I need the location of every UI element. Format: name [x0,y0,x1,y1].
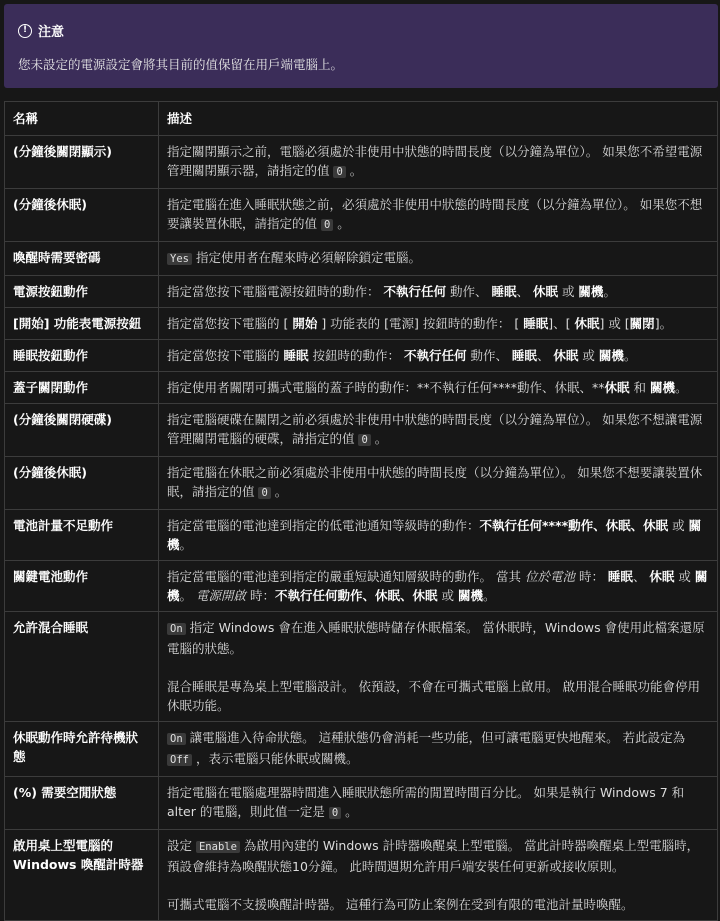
setting-name: 關鍵電池動作 [5,561,159,612]
description-text: 或 [674,569,695,584]
description-text: 。 [603,284,616,299]
table-row [5,510,718,561]
description-text: 。 [370,431,388,446]
bold-text: 不執行任何 [403,348,467,363]
bold-text: 關機 [167,569,708,603]
description-text: 混合睡眠是專為桌上型電腦設計。 依預設，不會在可攜式電腦上啟用。 啟用混合睡眠功能會停用休眠功能。 [167,679,700,713]
description-text: 指定當您按下電腦的 [167,348,284,363]
bold-text: 關閉 [629,316,655,331]
description-text: 指定電腦硬碟在關閉之前必須處於非使用中狀態的時間長度（以分鐘為單位）。 如果您不想讓電源管理關閉電腦的硬碟，請指定的值 [167,412,703,446]
description-text: ] 功能表的 [電源] 按鈕時的動作： [ [317,316,524,331]
description-text: 或 [437,588,458,603]
setting-description [159,242,718,276]
description-text: 可攜式電腦不支援喚醒計時器。 這種行為可防止案例在受到有限的電池計量時喚醒。 [167,897,634,912]
setting-description [159,830,718,921]
description-text: ]。 [654,316,673,331]
description-text: ]、[ [548,316,575,331]
setting-description [159,340,718,372]
description-text: 。 [345,163,363,178]
table-row [5,189,718,242]
setting-name: (分鐘後關閉硬碟) [5,404,159,457]
bold-text: 關機 [649,380,675,395]
bold-text: 關機 [457,588,483,603]
description-text: 或 [668,518,689,533]
description-text: 或 [578,348,599,363]
bold-text: 休眠 [553,348,579,363]
bold-text: 開始 [292,316,318,331]
setting-name: 喚醒時需要密碼 [5,242,159,276]
inline-code: 0 [329,807,341,819]
setting-description [159,136,718,189]
setting-description [159,404,718,457]
bold-text: 休眠 [604,380,630,395]
description-text: 指定電腦在進入睡眠狀態之前，必須處於非使用中狀態的時間長度（以分鐘為單位）。 如果您不想要讓裝置休眠，請指定的值 [167,197,703,231]
note-header [18,21,704,40]
note-title: 注意 [38,25,65,40]
setting-name: 蓋子關閉動作 [5,372,159,404]
inline-code: 0 [333,166,345,178]
table-row [5,777,718,830]
table-row [5,340,718,372]
setting-name: (%) 需要空閒狀態 [5,777,159,830]
table-row [5,136,718,189]
description-text: 指定電腦在電腦處理器時間進入睡眠狀態所需的閒置時間百分比。 如果是執行 Windows 7 和 alter 的電腦，則此值一定是 [167,785,685,819]
description-text: 。 [179,537,193,552]
setting-name: 睡眠按鈕動作 [5,340,159,372]
setting-name: 電池計量不足動作 [5,510,159,561]
description-text: 或 [557,284,579,299]
description-text: 動作、 [466,348,512,363]
table-header-row [5,102,718,136]
table-row [5,308,718,340]
description-text: 指定當您按下電腦電源按鈕時的動作： [167,284,384,299]
setting-name: 休眠動作時允許待機狀態 [5,722,159,777]
description-text: 指定 Windows 會在進入睡眠狀態時儲存休眠檔案。 當休眠時，Windows 會使用此檔案還原電腦的狀態。 [167,620,705,656]
inline-code: 0 [258,487,270,499]
description-text: 按鈕時的動作： [308,348,404,363]
bold-text: 休眠 [649,569,675,584]
setting-name: 允許混合睡眠 [5,612,159,722]
description-text: 指定電腦在休眠之前必須處於非使用中狀態的時間長度（以分鐘為單位）。 如果您不想要讓裝置休眠，請指定的值 [167,465,703,499]
bold-text: 關機 [578,284,604,299]
description-text: 、 [536,348,554,363]
setting-name: 電源按鈕動作 [5,276,159,308]
description-text: 指定當電腦的電池達到指定的低電池通知等級時的動作： [167,518,480,533]
header-description: 描述 [159,102,718,136]
description-text: 為啟用內建的 Windows 計時器喚醒桌上型電腦。 當此計時器喚醒桌上型電腦時，預設會維持為喚醒狀態10分鐘。 此時間週期允許用戶端安裝任何更新或接收原則。 [167,838,700,874]
inline-code: 0 [321,219,333,231]
power-settings-table [4,101,718,921]
inline-code: Yes [167,253,192,265]
setting-description [159,612,718,722]
bold-text: 睡眠 [523,316,549,331]
description-text: ，表示電腦只能休眠或關機。 [191,751,359,766]
table-row [5,612,718,722]
description-text: 。 [623,348,637,363]
table-row [5,372,718,404]
table-row [5,457,718,510]
setting-name: (分鐘後休眠) [5,457,159,510]
setting-name: (分鐘後關閉顯示) [5,136,159,189]
italic-text: 位於電池 [524,569,575,584]
setting-name: [開始] 功能表電源按鈕 [5,308,159,340]
description-text: 和 [629,380,650,395]
description-paragraph [167,895,709,914]
bold-text: 關機 [167,518,702,552]
note-body: 您未設定的電源設定會將其目前的值保留在用戶端電腦上。 [18,57,344,72]
description-text: 。 [482,588,496,603]
bold-text: 休眠 [532,284,558,299]
inline-code: On [167,623,186,635]
description-text: 、 [516,284,533,299]
setting-description [159,777,718,830]
description-text: 。 [341,804,358,819]
table-row [5,561,718,612]
table-row [5,404,718,457]
table-row [5,242,718,276]
bold-text: 休眠 [574,316,600,331]
inline-code: Enable [196,841,240,853]
description-text: 。 [675,380,688,395]
description-text: 。 [333,216,350,231]
note-callout [4,4,718,88]
description-text: 指定使用者在醒來時必須解除鎖定電腦。 [191,250,421,265]
bold-text: 睡眠 [511,348,537,363]
bold-text: 睡眠 [607,569,633,584]
description-text: 。 [179,588,196,603]
setting-description [159,510,718,561]
description-paragraph [167,677,709,715]
description-text: 讓電腦進入待命狀態。 這種狀態仍會消耗一些功能，但可讓電腦更快地醒來。 若此設定為 [185,730,686,745]
description-text: 指定關閉顯示之前，電腦必須處於非使用中狀態的時間長度（以分鐘為單位）。 如果您不希望電源管理關閉顯示器，請指定的值 [167,144,703,178]
setting-description [159,189,718,242]
description-text: 、 [632,569,650,584]
table-row [5,276,718,308]
info-icon: ! [18,24,32,38]
description-text: 設定 [167,838,196,853]
setting-description [159,561,718,612]
setting-name: (分鐘後休眠) [5,189,159,242]
table-row [5,722,718,777]
setting-name: 啟用桌上型電腦的 Windows 喚醒計時器 [5,830,159,921]
bold-text: 睡眠 [491,284,517,299]
description-text: ] 或 [ [599,316,630,331]
header-name: 名稱 [5,102,159,136]
bold-text: 不執行任何****動作、休眠、休眠 [479,518,669,533]
setting-description [159,276,718,308]
setting-description [159,722,718,777]
description-text: 動作、 [446,284,492,299]
description-text: 指定當您按下電腦的 [ [167,316,293,331]
setting-description [159,308,718,340]
bold-text: 關機 [598,348,624,363]
description-text: 時： [246,588,275,603]
bold-text: 不執行任何動作、休眠、休眠 [275,588,438,603]
description-text: 指定當電腦的電池達到指定的嚴重短缺通知層級時的動作。 當其 [167,569,525,584]
description-text: 指定使用者關閉可攜式電腦的蓋子時的動作：**不執行任何****動作、休眠、** [167,380,605,395]
setting-description [159,457,718,510]
description-text: 時： [574,569,608,584]
description-text: 。 [270,484,288,499]
table-row [5,830,718,921]
inline-code: On [167,733,186,745]
inline-code: Off [167,754,192,766]
bold-text: 不執行任何 [383,284,446,299]
bold-text: 睡眠 [283,348,309,363]
inline-code: 0 [358,434,370,446]
italic-text: 電源開啟 [196,588,247,603]
setting-description [159,372,718,404]
